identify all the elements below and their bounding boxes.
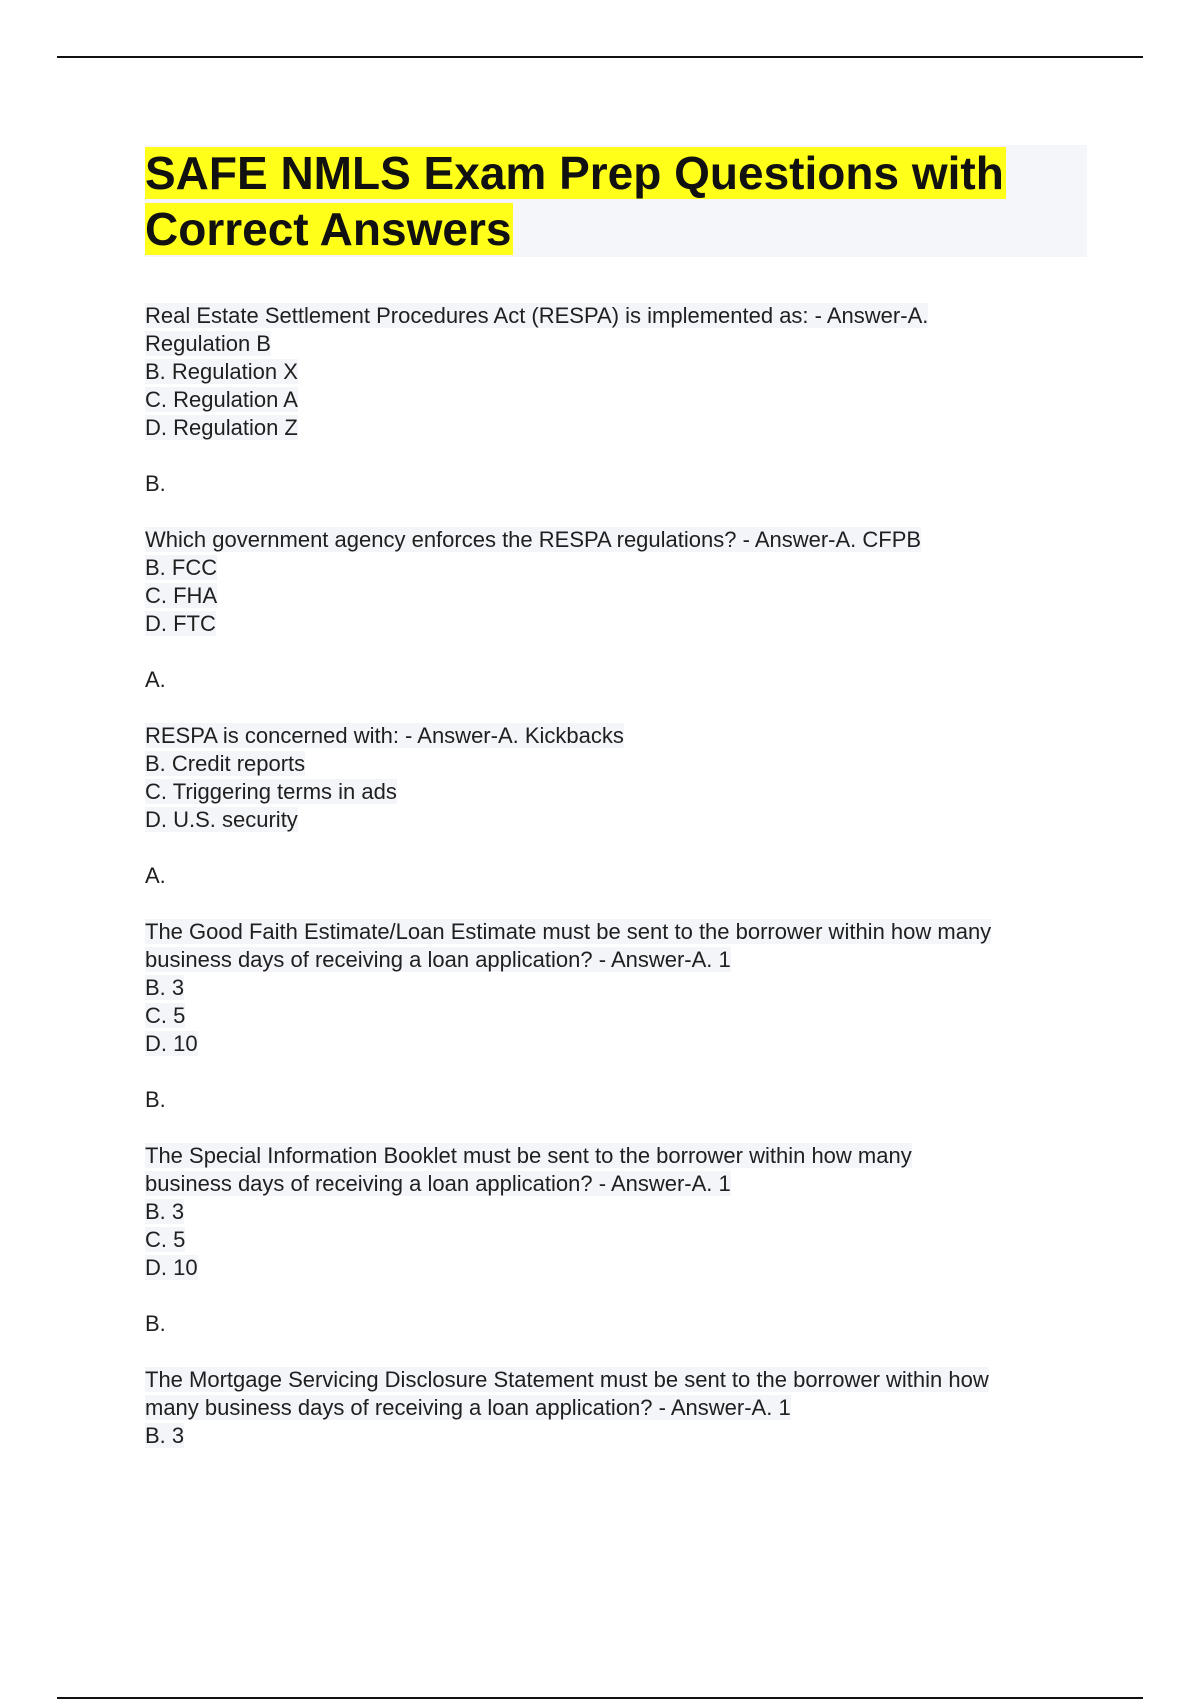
option-line: B. Credit reports	[145, 751, 306, 776]
question-list	[145, 302, 1085, 1478]
option-line: B. FCC	[145, 555, 218, 580]
question-line: Regulation B	[145, 331, 271, 356]
question-line: Which government agency enforces the RESPA regulations? - Answer-A. CFPB	[145, 527, 922, 552]
question-item-6	[145, 1366, 1085, 1450]
question-item-5	[145, 1142, 1085, 1338]
question-line: RESPA is concerned with: - Answer-A. Kickbacks	[145, 723, 624, 748]
title-line-1: SAFE NMLS Exam Prep Questions with	[145, 147, 1004, 199]
title-block	[145, 145, 1087, 257]
option-line: D. 10	[145, 1255, 198, 1280]
option-line: B. Regulation X	[145, 359, 298, 384]
correct-answer: A.	[145, 667, 166, 692]
option-line: D. FTC	[145, 611, 216, 636]
option-line: D. Regulation Z	[145, 415, 298, 440]
question-line: business days of receiving a loan application? - Answer-A. 1	[145, 947, 731, 972]
question-item-2	[145, 526, 1085, 694]
option-line: B. 3	[145, 975, 185, 1000]
correct-answer: B.	[145, 1087, 166, 1112]
question-line: Real Estate Settlement Procedures Act (RESPA) is implemented as: - Answer-A.	[145, 303, 929, 328]
option-line: C. FHA	[145, 583, 218, 608]
question-line: The Special Information Booklet must be sent to the borrower within how many	[145, 1143, 912, 1168]
option-line: C. 5	[145, 1003, 186, 1028]
bottom-rule	[57, 1697, 1143, 1699]
option-line: B. 3	[145, 1199, 185, 1224]
question-line: The Mortgage Servicing Disclosure Statement must be sent to the borrower within how	[145, 1367, 989, 1392]
question-line: The Good Faith Estimate/Loan Estimate must be sent to the borrower within how many	[145, 919, 992, 944]
question-line: many business days of receiving a loan application? - Answer-A. 1	[145, 1395, 791, 1420]
title-line-2: Correct Answers	[145, 203, 512, 255]
option-line: D. 10	[145, 1031, 198, 1056]
question-line: business days of receiving a loan application? - Answer-A. 1	[145, 1171, 731, 1196]
page-title	[145, 145, 1087, 257]
question-item-1	[145, 302, 1085, 498]
question-item-3	[145, 722, 1085, 890]
correct-answer: B.	[145, 1311, 166, 1336]
question-item-4	[145, 918, 1085, 1114]
top-rule	[57, 56, 1143, 58]
option-line: D. U.S. security	[145, 807, 298, 832]
option-line: C. 5	[145, 1227, 186, 1252]
correct-answer: B.	[145, 471, 166, 496]
option-line: C. Triggering terms in ads	[145, 779, 397, 804]
correct-answer: A.	[145, 863, 166, 888]
option-line: C. Regulation A	[145, 387, 298, 412]
option-line: B. 3	[145, 1423, 185, 1448]
